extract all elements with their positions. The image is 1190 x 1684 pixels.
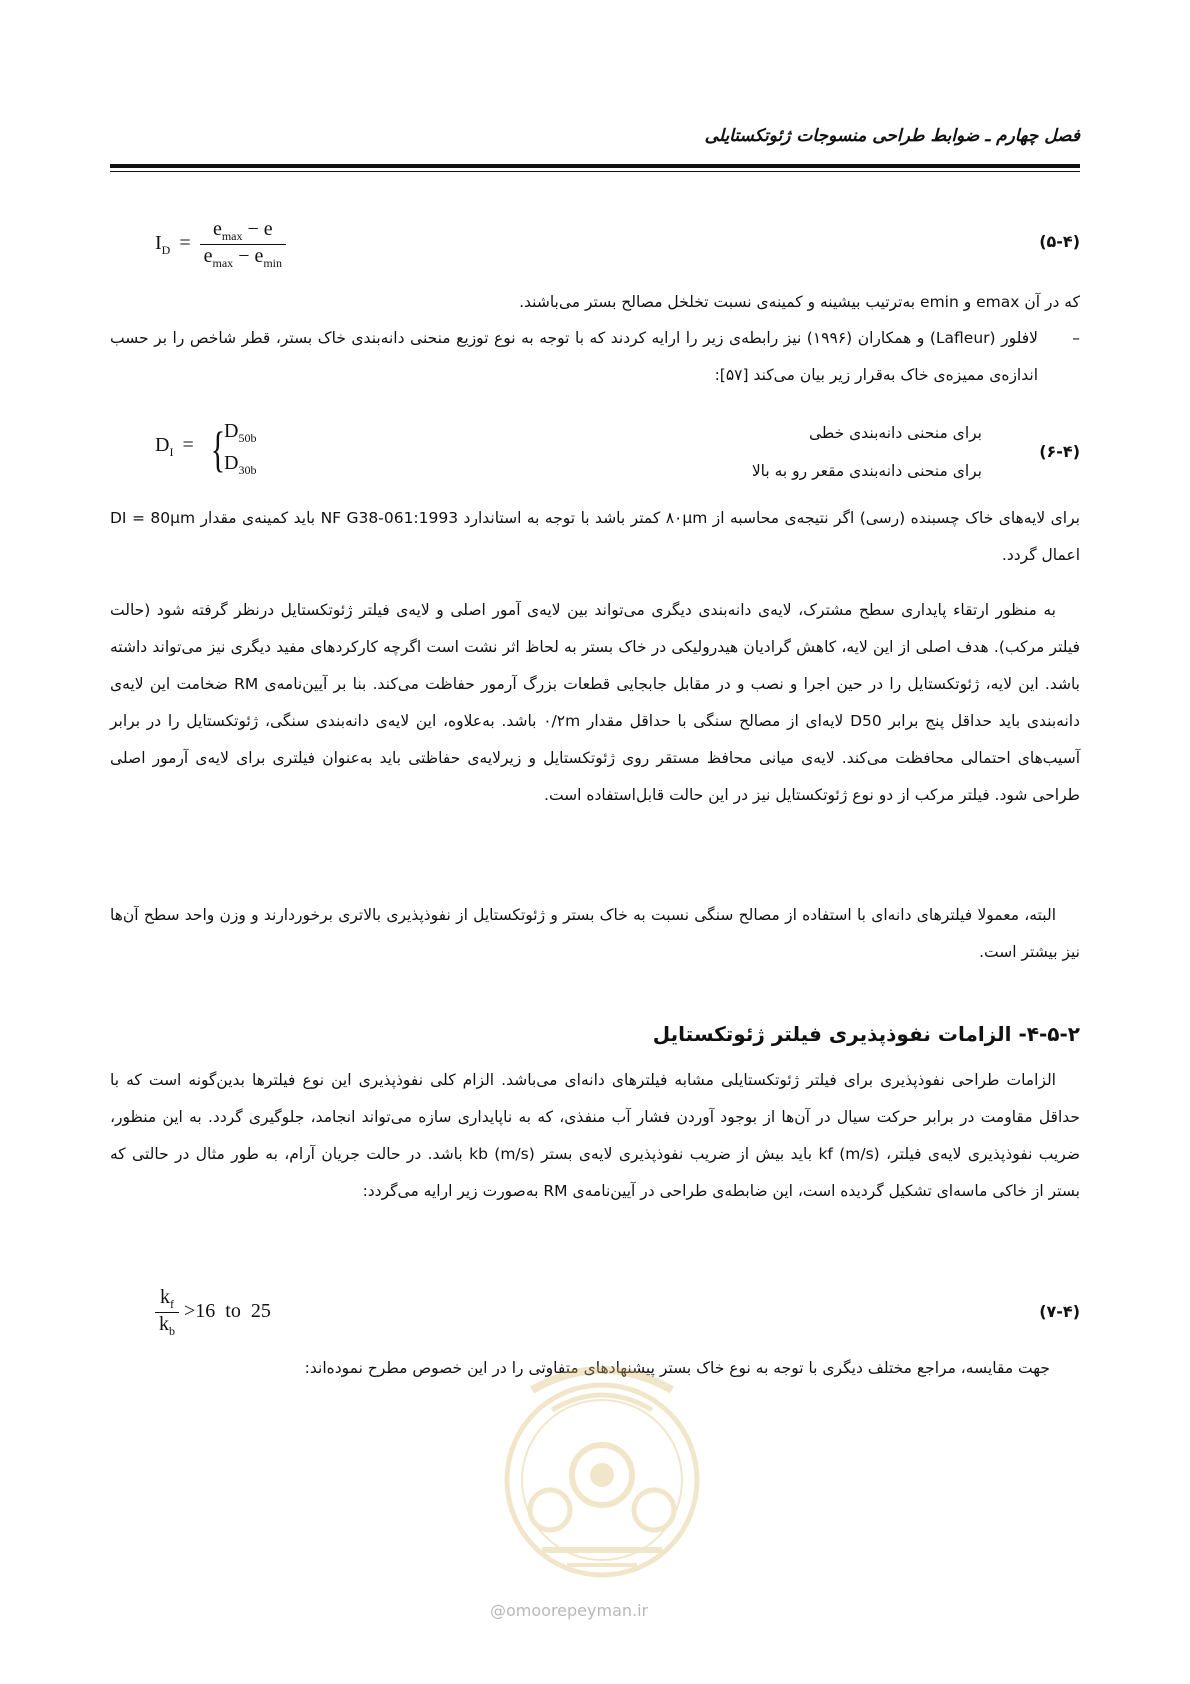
eq2-case1-sub: 50b bbox=[238, 431, 257, 445]
eq3-fraction bbox=[155, 1286, 179, 1339]
equation-5-4-number: (۵-۴) bbox=[1039, 232, 1080, 251]
eq1-num-b: − e bbox=[242, 218, 273, 240]
section-heading-4-5-2: ۴-۵-۲- الزامات نفوذپذیری فیلتر ژئوتکستایل bbox=[652, 1022, 1080, 1046]
equation-6-4-number: (۶-۴) bbox=[1039, 442, 1080, 461]
eq2-case2-sub: 30b bbox=[238, 463, 257, 477]
header-rule-thick bbox=[110, 164, 1080, 168]
watermark-text: @omoorepeyman.ir bbox=[490, 1601, 649, 1620]
eq3-den: k bbox=[159, 1313, 169, 1335]
bullet-lafleur-text: لافلور (Lafleur) و همکاران (۱۹۹۶) نیز رابطه‌ی زیر را ارایه کردند که با توجه به نوع توزیع منحنی دانه‌بندی خاک بستر، قطر شاخص را بر حسب اندازه‌ی ممیزه‌ی خاک به‌قرار زیر بیان می‌کند [۵۷]: bbox=[110, 329, 1038, 384]
eq1-fraction bbox=[200, 218, 286, 271]
eq1-den-a-sub: max bbox=[212, 256, 234, 270]
eq1-lhs: I bbox=[155, 232, 162, 255]
eq1-num-a-sub: max bbox=[221, 229, 243, 243]
paragraph-emax-emin: که در آن emax و emin به‌ترتیب بیشینه و کمینه‌ی نسبت تخلخل مصالح بستر می‌باشند. bbox=[519, 293, 1080, 311]
eq2-case2-symbol: D bbox=[224, 452, 239, 474]
eq2-case1 bbox=[224, 420, 256, 446]
eq2-lhs: D bbox=[155, 434, 170, 456]
eq1-denominator bbox=[200, 245, 286, 271]
eq2-case1-symbol: D bbox=[224, 420, 239, 442]
eq1-num-a: e bbox=[212, 218, 222, 240]
eq1-equals: = bbox=[179, 232, 191, 255]
equation-5-4-formula bbox=[155, 218, 286, 271]
equation-5-4 bbox=[110, 218, 1080, 278]
bullet-dash: – bbox=[1072, 329, 1080, 347]
paragraph-granular-filters: البته، معمولا فیلترهای دانه‌ای با استفاده از مصالح سنگی نسبت به خاک بستر و ژئوتکستایل از نفوذپذیری بالاتری برخوردارند و وزن واحد سطح آن‌ها نیز بیشتر است. bbox=[110, 906, 1080, 961]
eq2-lhs-group bbox=[155, 434, 198, 460]
eq1-lhs-sub: D bbox=[161, 243, 171, 258]
eq2-case2-text: برای منحنی دانه‌بندی مقعر رو به بالا bbox=[751, 462, 982, 480]
header-title: فصل چهارم ـ ضوابط طراحی منسوجات ژئوتکستایلی bbox=[704, 126, 1080, 146]
paragraph-comparison: جهت مقایسه، مراجع مختلف دیگری با توجه به نوع خاک بستر پیشنهادهای متفاوتی را در این خصوص مطرح نموده‌اند: bbox=[304, 1359, 1050, 1377]
eq1-den-a: e bbox=[203, 245, 213, 267]
eq3-num: k bbox=[160, 1286, 170, 1308]
eq1-den-b-sub: min bbox=[263, 256, 283, 270]
eq2-case2 bbox=[224, 452, 256, 478]
equation-6-4 bbox=[110, 418, 1080, 488]
eq1-den-b: − e bbox=[233, 245, 264, 267]
equation-7-4 bbox=[110, 1286, 1080, 1346]
eq2-equals: = bbox=[182, 434, 194, 456]
eq3-rhs: >16 to 25 bbox=[184, 1300, 271, 1323]
eq3-numerator bbox=[155, 1286, 179, 1313]
eq2-brace: { bbox=[210, 421, 226, 477]
eq1-numerator bbox=[200, 218, 286, 245]
equation-7-4-number: (۷-۴) bbox=[1039, 1302, 1080, 1321]
paragraph-permeability: الزامات طراحی نفوذپذیری برای فیلتر ژئوتکستایلی مشابه فیلترهای دانه‌ای می‌باشد. الزام کلی نفوذپذیری این نوع فیلترها بدین‌گونه است که با حداقل مقاومت در برابر حرکت سیال در آن‌ها از بوجود آوردن فشار آب منفذی، که به ناپایداری سازه می‌تواند انجامد، جلوگیری گردد. به این منظور، ضریب نفوذپذیری لایه‌ی فیلتر، kf (m/s) باید بیش از ضریب نفوذپذیری لایه‌ی بستر kb (m/s) باشد. در حالت جریان آرام، به طور مثال در حالتی که بستر از خاکی ماسه‌ای تشکیل گردیده است، این ضابطه‌ی طراحی در آیین‌نامه‌ی RM به‌صورت زیر ارایه می‌گردد: bbox=[110, 1071, 1080, 1200]
header-rule-thin bbox=[110, 171, 1080, 172]
page-header bbox=[110, 126, 1080, 162]
equation-7-4-formula bbox=[155, 1286, 271, 1339]
bullet-lafleur bbox=[110, 320, 1080, 394]
paragraph-cohesive-soil: برای لایه‌های خاک چسبنده (رسی) اگر نتیجه‌ی محاسبه از ۸۰µm کمتر باشد با توجه به استاندارد NF G38-061:1993 باید کمینه‌ی مقدار DI = 80µm اعمال گردد. bbox=[110, 509, 1080, 564]
eq2-lhs-sub: I bbox=[169, 445, 174, 459]
paragraph-composite-filter: به منظور ارتقاء پایداری سطح مشترک، لایه‌ی دانه‌بندی دیگری می‌تواند بین لایه‌ی آمور اصلی و لایه‌ی فیلتر ژئوتکستایل درنظر گرفته شود (حالت فیلتر مرکب). هدف اصلی از این لایه، کاهش گرادیان هیدرولیکی در خاک بستر به لحاظ اثر نشت است اگرچه کارکردهای مفید دیگری نیز می‌تواند داشته باشد. این لایه، ژئوتکستایل را در حین اجرا و نصب و در مقابل جابجایی قطعات بزرگ آرمور حفاظت می‌کند. بنا بر آیین‌نامه‌ی RM ضخامت این لایه‌ی دانه‌بندی باید حداقل پنج برابر D50 لایه‌ای از مصالح سنگی با حداقل مقدار ۰/۲m باشد. به‌علاوه، این لایه‌ی دانه‌بندی سنگی، ژئوتکستایل را در برابر آسیب‌های احتمالی محافظت می‌کند. لایه‌ی میانی محافظ مستقر روی ژئوتکستایل و زیرلایه‌ی حفاظتی باید به‌عنوان فیلتری برای لایه‌ی آرمور اصلی طراحی شود. فیلتر مرکب از دو نوع ژئوتکستایل نیز در این حالت قابل‌استفاده است. bbox=[110, 601, 1080, 804]
eq3-den-sub: b bbox=[169, 1324, 175, 1338]
eq2-case1-text: برای منحنی دانه‌بندی خطی bbox=[809, 424, 982, 442]
watermark-logo-icon bbox=[472, 1350, 732, 1590]
eq3-num-sub: f bbox=[170, 1297, 174, 1311]
eq3-denominator bbox=[155, 1313, 179, 1339]
